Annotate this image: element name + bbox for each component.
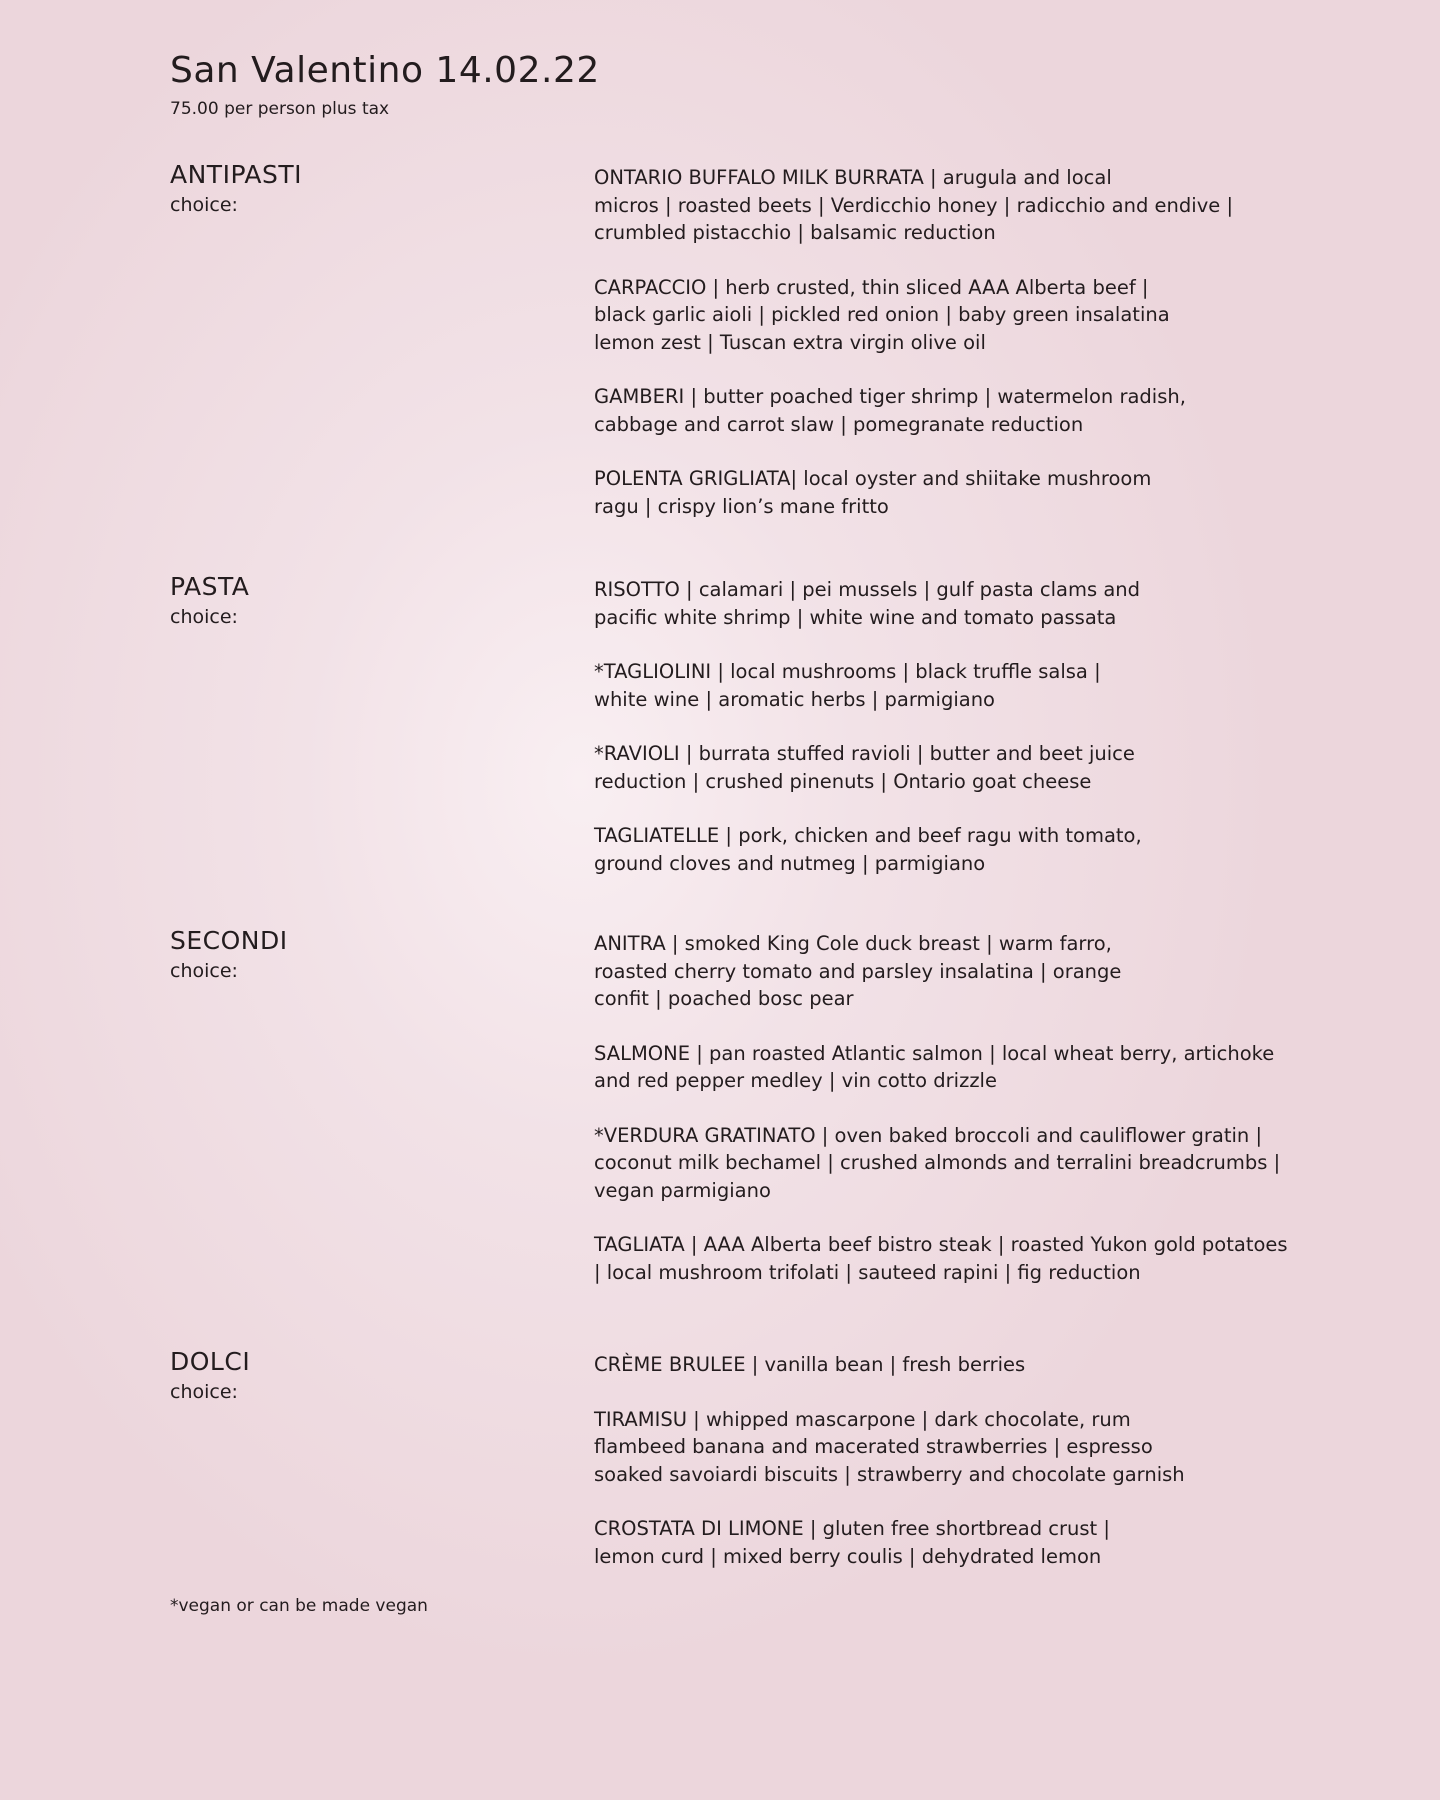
dish-line: CRÈME BRULEE | vanilla bean | fresh berries bbox=[594, 1353, 1026, 1376]
dish-item bbox=[594, 465, 1314, 520]
dish-line: reduction | crushed pinenuts | Ontario goat cheese bbox=[594, 769, 1092, 793]
dish-list bbox=[594, 930, 1314, 1313]
dish-item bbox=[594, 1515, 1314, 1570]
dish-line: POLENTA GRIGLIATA| local oyster and shiitake mushroom bbox=[594, 467, 1152, 490]
section-choice-label: choice: bbox=[170, 194, 238, 216]
dish-line: | local mushroom trifolati | sauteed rapini | fig reduction bbox=[594, 1260, 1141, 1284]
section-heading bbox=[170, 926, 288, 986]
dish-line: confit | poached bosc pear bbox=[594, 987, 854, 1010]
dish-item bbox=[594, 658, 1314, 713]
menu-title: San Valentino 14.02.22 bbox=[170, 50, 600, 91]
dish-item bbox=[594, 1231, 1314, 1286]
section-name: DOLCI bbox=[170, 1347, 251, 1376]
dish-line: *VERDURA GRATINATO | oven baked broccoli and cauliflower gratin | bbox=[594, 1123, 1263, 1147]
dish-item bbox=[594, 1351, 1314, 1379]
dish-line: white wine | aromatic herbs | parmigiano bbox=[594, 687, 995, 711]
section-name: PASTA bbox=[170, 572, 250, 601]
dish-line: TAGLIATA | AAA Alberta beef bistro steak | roasted Yukon gold potatoes bbox=[594, 1233, 1288, 1256]
section-name: ANTIPASTI bbox=[170, 160, 303, 189]
dish-line: cabbage and carrot slaw | pomegranate reduction bbox=[594, 412, 1084, 436]
dish-line: CARPACCIO | herb crusted, thin sliced AAA Alberta beef | bbox=[594, 275, 1149, 299]
dish-line: lemon curd | mixed berry coulis | dehydrated lemon bbox=[594, 1544, 1102, 1568]
section-choice-label: choice: bbox=[170, 1381, 238, 1403]
dish-line: *TAGLIOLINI | local mushrooms | black truffle salsa | bbox=[594, 660, 1101, 683]
dish-line: TIRAMISU | whipped mascarpone | dark chocolate, rum bbox=[594, 1407, 1131, 1431]
dish-line: coconut milk bechamel | crushed almonds and terralini breadcrumbs | bbox=[594, 1151, 1281, 1174]
dish-list bbox=[594, 576, 1314, 904]
dish-line: ONTARIO BUFFALO MILK BURRATA | arugula and local bbox=[594, 166, 1112, 189]
section-name: SECONDI bbox=[170, 926, 288, 955]
dish-item bbox=[594, 576, 1314, 631]
dish-line: ANITRA | smoked King Cole duck breast | warm farro, bbox=[594, 932, 1112, 955]
dish-item bbox=[594, 822, 1314, 877]
section-choice-label: choice: bbox=[170, 606, 238, 628]
dish-line: *RAVIOLI | burrata stuffed ravioli | butter and beet juice bbox=[594, 742, 1135, 765]
dish-line: crumbled pistacchio | balsamic reduction bbox=[594, 221, 996, 244]
dish-line: SALMONE | pan roasted Atlantic salmon | local wheat berry, artichoke bbox=[594, 1041, 1275, 1065]
dish-line: vegan parmigiano bbox=[594, 1178, 771, 1202]
dish-line: ground cloves and nutmeg | parmigiano bbox=[594, 851, 986, 875]
dish-list bbox=[594, 1351, 1314, 1597]
dish-item bbox=[594, 1040, 1314, 1095]
price-note: 75.00 per person plus tax bbox=[170, 99, 390, 119]
dish-item bbox=[594, 1122, 1314, 1205]
section-heading bbox=[170, 572, 249, 632]
vegan-footnote: *vegan or can be made vegan bbox=[170, 1596, 428, 1616]
dish-line: soaked savoiardi biscuits | strawberry and chocolate garnish bbox=[594, 1462, 1185, 1486]
dish-line: roasted cherry tomato and parsley insalatina | orange bbox=[594, 959, 1122, 983]
dish-item bbox=[594, 1406, 1314, 1489]
dish-item bbox=[594, 930, 1314, 1013]
dish-line: micros | roasted beets | Verdicchio honey | radicchio and endive | bbox=[594, 193, 1234, 217]
section-heading bbox=[170, 160, 302, 220]
dish-line: pacific white shrimp | white wine and tomato passata bbox=[594, 605, 1117, 629]
dish-line: ragu | crispy lion’s mane fritto bbox=[594, 494, 889, 518]
dish-line: lemon zest | Tuscan extra virgin olive oil bbox=[594, 330, 986, 354]
dish-line: GAMBERI | butter poached tiger shrimp | watermelon radish, bbox=[594, 385, 1186, 408]
dish-line: black garlic aioli | pickled red onion | baby green insalatina bbox=[594, 303, 1170, 326]
dish-line: TAGLIATELLE | pork, chicken and beef ragu with tomato, bbox=[594, 824, 1142, 847]
dish-list bbox=[594, 164, 1314, 547]
dish-line: RISOTTO | calamari | pei mussels | gulf pasta clams and bbox=[594, 578, 1141, 601]
dish-line: and red pepper medley | vin cotto drizzle bbox=[594, 1069, 997, 1092]
dish-item bbox=[594, 274, 1314, 357]
dish-line: flambeed banana and macerated strawberries | espresso bbox=[594, 1435, 1153, 1458]
dish-item bbox=[594, 164, 1314, 247]
section-choice-label: choice: bbox=[170, 960, 238, 982]
dish-item bbox=[594, 383, 1314, 438]
dish-item bbox=[594, 740, 1314, 795]
section-heading bbox=[170, 1347, 250, 1407]
dish-line: CROSTATA DI LIMONE | gluten free shortbread crust | bbox=[594, 1517, 1110, 1540]
